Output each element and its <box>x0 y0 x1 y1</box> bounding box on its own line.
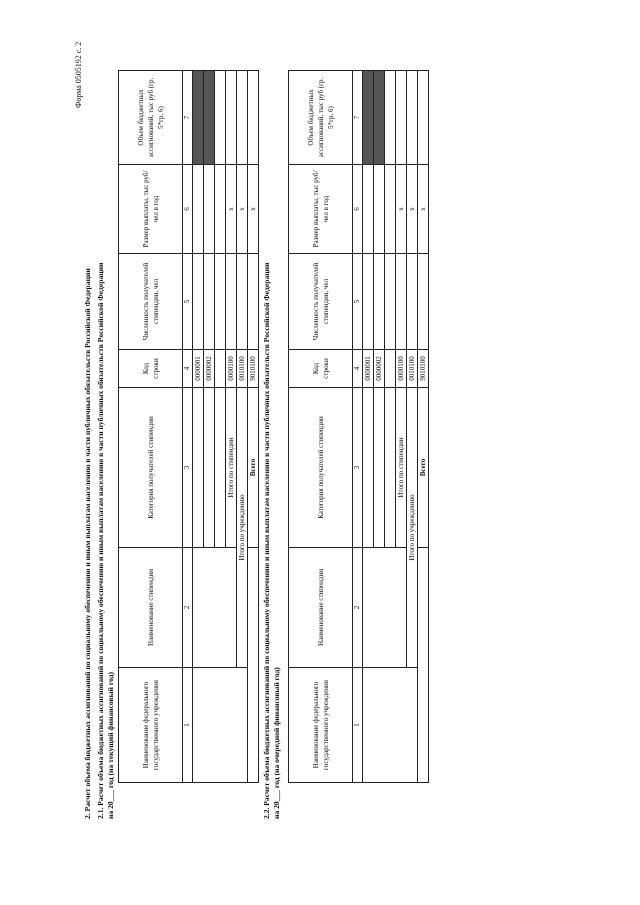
col-header-institution: Наименование федерального государственного учреждения <box>119 668 183 783</box>
recipients-count-cell[interactable] <box>193 254 204 350</box>
table-header-row <box>289 71 353 783</box>
budget-volume-cell <box>204 71 215 165</box>
col-number: 2 <box>353 548 363 668</box>
x-mark: х <box>248 165 259 254</box>
recipient-category-cell[interactable] <box>363 388 374 548</box>
budget-volume-cell <box>226 71 237 165</box>
col-number: 3 <box>183 388 193 548</box>
x-mark: х <box>407 165 418 254</box>
total-row-grand <box>418 71 429 783</box>
row-code <box>385 350 396 388</box>
subsection-2-2-heading: 2.2. Расчет объема бюджетных ассигнований по социальному обеспечению и иным выплатам населению в части публичных обязательств Российской Федерации <box>262 262 271 819</box>
stipend-name-cell[interactable] <box>193 548 237 668</box>
col-header-recipient-category: Категория получателей стипендии <box>119 388 183 548</box>
recipients-count-cell <box>418 254 429 350</box>
recipients-count-cell <box>407 254 418 350</box>
row-code: 9010100 <box>418 350 429 388</box>
recipient-category-cell[interactable] <box>374 388 385 548</box>
payment-size-cell[interactable] <box>363 165 374 254</box>
col-header-payment-size: Размер выплаты, тыс руб/чел в год <box>289 165 353 254</box>
blank-cell <box>215 388 226 548</box>
recipients-count-cell <box>248 254 259 350</box>
col-number: 6 <box>183 165 193 254</box>
col-number: 6 <box>353 165 363 254</box>
recipients-count-cell <box>237 254 248 350</box>
x-mark: х <box>396 165 407 254</box>
payment-size-cell[interactable] <box>374 165 385 254</box>
x-mark: х <box>226 165 237 254</box>
column-numbers-row <box>183 71 193 783</box>
table-row <box>363 71 374 783</box>
row-code <box>215 350 226 388</box>
column-numbers-row <box>353 71 363 783</box>
row-code: 0000001 <box>193 350 204 388</box>
col-number: 5 <box>353 254 363 350</box>
row-code: 0000100 <box>396 350 407 388</box>
subsection-2-1-heading: 2.1. Расчет объема бюджетных ассигнований по социальному обеспечению и иным выплатам населению в части публичных обязательств Российской Федерации <box>96 262 105 819</box>
total-label: Итого по стипендии <box>226 388 237 548</box>
budget-volume-cell <box>374 71 385 165</box>
row-code: 0000002 <box>204 350 215 388</box>
col-number: 3 <box>353 388 363 548</box>
recipient-category-cell[interactable] <box>193 388 204 548</box>
total-label: Всего <box>248 388 259 548</box>
budget-volume-cell <box>385 71 396 165</box>
row-code: 9010100 <box>248 350 259 388</box>
row-code: 0000100 <box>226 350 237 388</box>
col-number: 2 <box>183 548 193 668</box>
spacer <box>418 548 429 783</box>
total-label: Итого по стипендии <box>396 388 407 548</box>
institution-cell[interactable] <box>363 668 418 783</box>
col-header-stipend-name: Наименование стипендии <box>119 548 183 668</box>
col-header-row-code: Код строки <box>119 350 183 388</box>
form-identifier: Форма 0505192 с. 2 <box>74 41 83 108</box>
table-header-row <box>119 71 183 783</box>
col-header-institution: Наименование федерального государственного учреждения <box>289 668 353 783</box>
section-heading: 2. Расчет объема бюджетных ассигнований по социальному обеспечению и иным выплатам населению в части публичных обязательств Российской Федерации <box>83 268 92 819</box>
recipients-count-cell <box>385 254 396 350</box>
total-row-grand <box>248 71 259 783</box>
budget-volume-cell <box>396 71 407 165</box>
budget-volume-cell <box>363 71 374 165</box>
budget-volume-cell <box>215 71 226 165</box>
col-header-row-code: Код строки <box>289 350 353 388</box>
row-code: 0000001 <box>363 350 374 388</box>
payment-size-cell <box>215 165 226 254</box>
payment-size-cell <box>385 165 396 254</box>
budget-volume-cell <box>237 71 248 165</box>
spacer <box>248 548 259 783</box>
recipients-count-cell <box>226 254 237 350</box>
recipients-count-cell[interactable] <box>363 254 374 350</box>
recipient-category-cell[interactable] <box>204 388 215 548</box>
budget-volume-cell <box>248 71 259 165</box>
col-header-recipient-category: Категория получателей стипендии <box>289 388 353 548</box>
row-code: 0010100 <box>237 350 248 388</box>
budget-volume-cell <box>418 71 429 165</box>
row-code: 0010100 <box>407 350 418 388</box>
col-number: 4 <box>183 350 193 388</box>
recipients-count-cell <box>396 254 407 350</box>
total-label: Итого по учреждению <box>407 388 418 668</box>
payment-size-cell[interactable] <box>204 165 215 254</box>
total-label: Итого по учреждению <box>237 388 248 668</box>
recipients-count-cell <box>215 254 226 350</box>
row-code: 0000002 <box>374 350 385 388</box>
budget-volume-cell <box>407 71 418 165</box>
table-2-1 <box>118 70 259 783</box>
col-header-payment-size: Размер выплаты, тыс руб/чел в год <box>119 165 183 254</box>
x-mark: х <box>418 165 429 254</box>
blank-cell <box>385 388 396 548</box>
x-mark: х <box>237 165 248 254</box>
recipients-count-cell[interactable] <box>204 254 215 350</box>
col-number: 7 <box>353 71 363 165</box>
stipend-name-cell[interactable] <box>363 548 407 668</box>
table-2-2 <box>288 70 429 783</box>
col-header-recipients-count: Численность получателей стипендии, чел <box>119 254 183 350</box>
col-header-budget-volume: Объем бюджетных ассигнований, тыс руб (гр. 5*гр. 6) <box>289 71 353 165</box>
institution-cell[interactable] <box>193 668 248 783</box>
col-header-stipend-name: Наименование стипендии <box>289 548 353 668</box>
col-number: 7 <box>183 71 193 165</box>
recipients-count-cell[interactable] <box>374 254 385 350</box>
col-number: 1 <box>183 668 193 783</box>
table-row <box>193 71 204 783</box>
budget-volume-cell <box>193 71 204 165</box>
total-label: Всего <box>418 388 429 548</box>
col-number: 4 <box>353 350 363 388</box>
col-header-recipients-count: Численность получателей стипендии, чел <box>289 254 353 350</box>
col-header-budget-volume: Объем бюджетных ассигнований, тыс руб (гр. 5*гр. 6) <box>119 71 183 165</box>
col-number: 5 <box>183 254 193 350</box>
subsection-2-2-period: на 20___ год (на очередной финансовый год) <box>272 667 281 819</box>
subsection-2-1-period: на 20___ год (на текущий финансовый год) <box>106 671 115 819</box>
payment-size-cell[interactable] <box>193 165 204 254</box>
col-number: 1 <box>353 668 363 783</box>
